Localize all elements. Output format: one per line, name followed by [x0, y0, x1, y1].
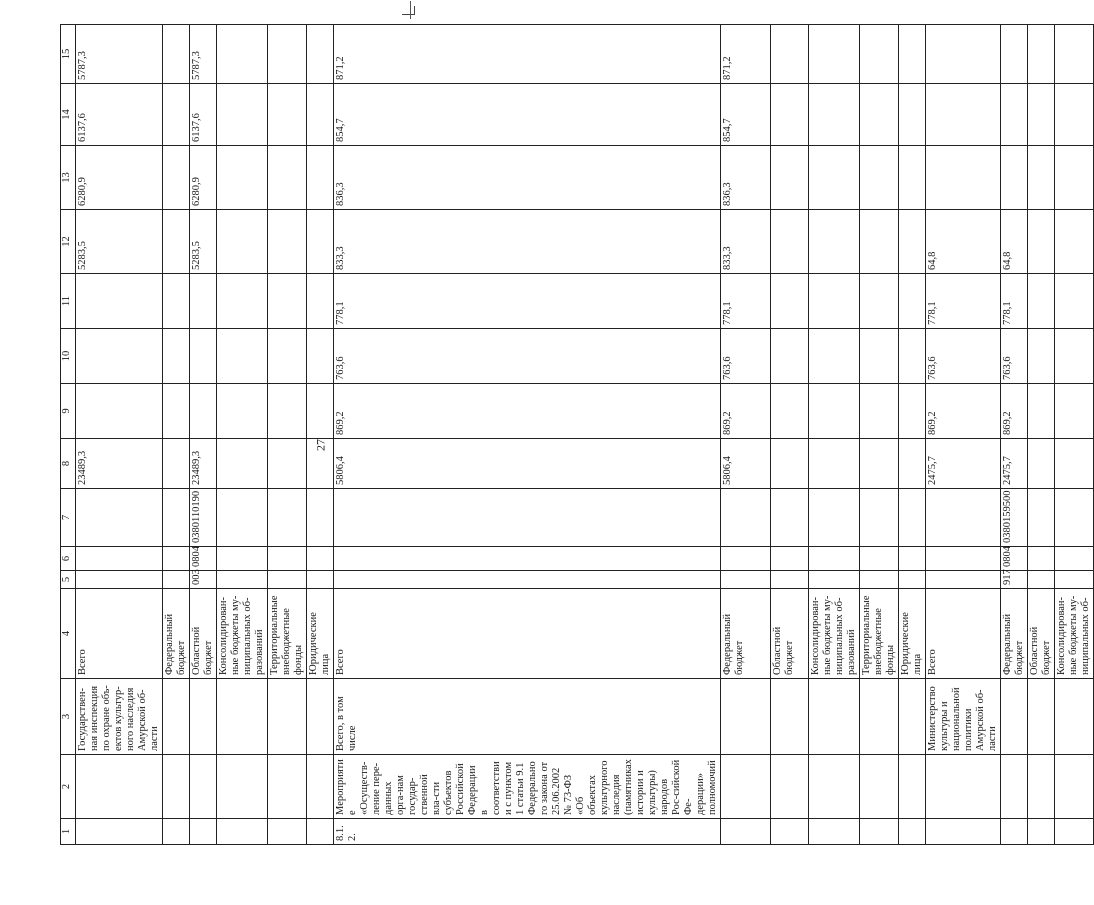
table-cell [76, 547, 163, 571]
table-cell [809, 571, 860, 589]
table-cell: Юридические лица [899, 589, 926, 679]
table-cell [76, 819, 163, 845]
table-cell [1028, 755, 1055, 819]
table-cell [76, 329, 163, 384]
table-cell [899, 755, 926, 819]
table-cell [163, 210, 190, 274]
table-cell: Всего [926, 589, 1001, 679]
table-cell [1028, 819, 1055, 845]
table-cell [1028, 274, 1055, 329]
column-header: 12 [61, 210, 76, 274]
table-cell [771, 571, 809, 589]
table-cell [217, 819, 268, 845]
column-header: 14 [61, 84, 76, 146]
table-cell: 8.1.2. [334, 819, 721, 845]
table-cell [1055, 439, 1094, 489]
table-cell: 5283,5 [190, 210, 217, 274]
table-cell [899, 439, 926, 489]
table-cell: 869,2 [334, 384, 721, 439]
table-cell [307, 547, 334, 571]
table-row [1001, 25, 1028, 845]
table-cell [307, 146, 334, 210]
table-cell [217, 439, 268, 489]
table-row [1028, 25, 1055, 845]
table-cell: 763,6 [334, 329, 721, 384]
table-cell [268, 210, 307, 274]
table-cell: 763,6 [721, 329, 771, 384]
corner-mark [402, 6, 415, 15]
table-cell [771, 384, 809, 439]
page-number: 27 [313, 439, 328, 451]
table-cell [1055, 384, 1094, 439]
table-cell [1028, 84, 1055, 146]
table-body [76, 25, 1094, 845]
column-header: 7 [61, 489, 76, 547]
table-cell [217, 755, 268, 819]
table-cell [809, 439, 860, 489]
table-cell [771, 755, 809, 819]
table-cell: 5806,4 [721, 439, 771, 489]
table-cell [1028, 25, 1055, 84]
table-cell [1055, 274, 1094, 329]
table-cell [163, 274, 190, 329]
table-cell: 64,8 [926, 210, 1001, 274]
column-header: 11 [61, 274, 76, 329]
table-cell [1001, 755, 1028, 819]
table-cell [163, 489, 190, 547]
table-cell [926, 84, 1001, 146]
table-cell [163, 679, 190, 755]
table-cell: 778,1 [334, 274, 721, 329]
table-row [190, 25, 217, 845]
table-cell [76, 755, 163, 819]
table-cell: 5283,5 [76, 210, 163, 274]
table-row [899, 25, 926, 845]
column-header: 4 [61, 589, 76, 679]
table-cell [307, 819, 334, 845]
table-cell [1028, 384, 1055, 439]
table-cell [809, 819, 860, 845]
table-cell [860, 384, 899, 439]
column-header: 5 [61, 571, 76, 589]
table-cell [809, 679, 860, 755]
table-cell [926, 25, 1001, 84]
table-cell [1055, 25, 1094, 84]
table-row [268, 25, 307, 845]
table-cell [721, 819, 771, 845]
table-cell: 778,1 [926, 274, 1001, 329]
column-header: 1 [61, 819, 76, 845]
table-cell [1055, 571, 1094, 589]
table-row [1055, 25, 1094, 845]
table-cell [771, 489, 809, 547]
table-cell [268, 84, 307, 146]
table-cell [163, 755, 190, 819]
table-cell [771, 679, 809, 755]
table-cell [268, 571, 307, 589]
table-cell [1028, 547, 1055, 571]
table-cell [1055, 489, 1094, 547]
column-header: 10 [61, 329, 76, 384]
table-cell [1028, 489, 1055, 547]
table-cell [1055, 146, 1094, 210]
table-cell: 871,2 [721, 25, 771, 84]
table-cell [1028, 146, 1055, 210]
table-cell [268, 439, 307, 489]
table-cell: 23489,3 [190, 439, 217, 489]
table-cell [860, 819, 899, 845]
table-cell [217, 210, 268, 274]
table-cell [217, 84, 268, 146]
table-row [771, 25, 809, 845]
table-cell [860, 25, 899, 84]
table-cell [771, 210, 809, 274]
table-cell [899, 210, 926, 274]
table-cell [899, 679, 926, 755]
table-cell: 003 [190, 571, 217, 589]
table-cell [163, 571, 190, 589]
table-cell [860, 146, 899, 210]
table-cell [926, 571, 1001, 589]
table-cell [217, 571, 268, 589]
table-cell [860, 210, 899, 274]
table-cell: Всего, в том числе [334, 679, 721, 755]
table-cell [190, 384, 217, 439]
table-cell [860, 571, 899, 589]
table-cell [899, 571, 926, 589]
table-cell: Государствен-ная инспекция по охране объ-ектов культур-ного наследия Амурской об-ласти [76, 679, 163, 755]
table-cell [721, 547, 771, 571]
table-cell [190, 274, 217, 329]
table-cell: 5787,3 [76, 25, 163, 84]
table-cell [1001, 84, 1028, 146]
table-row [76, 25, 163, 845]
table-cell [268, 25, 307, 84]
table-cell [899, 329, 926, 384]
table-cell [809, 384, 860, 439]
table-cell [1028, 329, 1055, 384]
table-cell [268, 489, 307, 547]
table-cell [809, 489, 860, 547]
table-row [809, 25, 860, 845]
table-cell [163, 25, 190, 84]
table-cell [163, 384, 190, 439]
table-cell: 836,3 [721, 146, 771, 210]
table-cell: Федеральный бюджет [1001, 589, 1028, 679]
table-cell [860, 84, 899, 146]
table-cell: 854,7 [721, 84, 771, 146]
table-cell [809, 547, 860, 571]
table-cell: 6280,9 [190, 146, 217, 210]
table-cell: Территориальные внебюджетные фонды [860, 589, 899, 679]
table-cell: 833,3 [721, 210, 771, 274]
table-cell [268, 274, 307, 329]
table-cell [926, 146, 1001, 210]
table-cell [307, 274, 334, 329]
table-cell: Областной бюджет [771, 589, 809, 679]
table-cell [76, 384, 163, 439]
table-cell: Областной бюджет [1028, 589, 1055, 679]
table-cell [809, 274, 860, 329]
column-header: 8 [61, 439, 76, 489]
table-cell [1055, 755, 1094, 819]
table-cell: Консолидирован-ные бюджеты му-ниципальных об- [1055, 589, 1094, 679]
table-cell: 833,3 [334, 210, 721, 274]
table-cell: 869,2 [926, 384, 1001, 439]
table-cell [771, 25, 809, 84]
table-cell [899, 274, 926, 329]
table-cell [334, 489, 721, 547]
table-cell [190, 819, 217, 845]
table-cell [1001, 679, 1028, 755]
table-cell: Областной бюджет [190, 589, 217, 679]
table-cell [1028, 571, 1055, 589]
table-cell [307, 755, 334, 819]
table-cell [1055, 329, 1094, 384]
table-cell [190, 755, 217, 819]
table-cell [217, 146, 268, 210]
table-row [926, 25, 1001, 845]
table-cell: 763,6 [1001, 329, 1028, 384]
table-cell [771, 84, 809, 146]
table-cell [163, 547, 190, 571]
table-cell: 2475,7 [926, 439, 1001, 489]
column-header: 13 [61, 146, 76, 210]
budget-table [60, 24, 1094, 845]
table-cell: 871,2 [334, 25, 721, 84]
table-cell [771, 146, 809, 210]
table-cell: 0380110190 [190, 489, 217, 547]
table-cell [268, 146, 307, 210]
table-cell [926, 489, 1001, 547]
table-cell: Федеральный бюджет [721, 589, 771, 679]
table-cell: 869,2 [721, 384, 771, 439]
table-cell [860, 679, 899, 755]
table-cell [307, 384, 334, 439]
table-cell [307, 25, 334, 84]
table-cell: 854,7 [334, 84, 721, 146]
table-row [334, 25, 721, 845]
table-cell [163, 329, 190, 384]
table-cell [334, 571, 721, 589]
table-cell [926, 755, 1001, 819]
table-cell [217, 547, 268, 571]
table-cell [926, 819, 1001, 845]
corner-mark-tick [410, 1, 411, 19]
table-cell: Мероприятие «Осуществ-ление пере-данных орга-нам государ-ственной вла-сти субъектов Российской Федерации в соответствии с пунктом 1 статьи 9.1 Федерального закона от 25.06.2002 № 73-ФЗ «Об объектах культурного наследия (памятниках истории и культуры) народов Рос-сийской Фе-дерации» полномочий [334, 755, 721, 819]
table-cell: 836,3 [334, 146, 721, 210]
table-cell: Всего [334, 589, 721, 679]
table-cell [163, 84, 190, 146]
table-cell [771, 819, 809, 845]
table-cell [899, 25, 926, 84]
table-cell [217, 25, 268, 84]
table-cell [268, 547, 307, 571]
table-cell [860, 439, 899, 489]
table-cell: 2475,7 [1001, 439, 1028, 489]
table-cell [1055, 84, 1094, 146]
table-cell: Территориальные внебюджетные фонды [268, 589, 307, 679]
table-cell [1001, 25, 1028, 84]
table-cell [307, 329, 334, 384]
table-cell [268, 819, 307, 845]
table-cell: Всего [76, 589, 163, 679]
table-cell [860, 547, 899, 571]
table-cell [926, 547, 1001, 571]
table-cell [809, 755, 860, 819]
table-cell [860, 274, 899, 329]
table-cell [268, 329, 307, 384]
table-cell [307, 439, 334, 489]
table-cell: 0804 [1001, 547, 1028, 571]
table-cell: 23489,3 [76, 439, 163, 489]
table-cell [1001, 819, 1028, 845]
table-cell [771, 329, 809, 384]
table-cell [307, 84, 334, 146]
table-cell [860, 329, 899, 384]
table-cell [721, 489, 771, 547]
table-cell [899, 547, 926, 571]
table-cell: 0804 [190, 547, 217, 571]
table-cell [899, 146, 926, 210]
table-row [307, 25, 334, 845]
table-cell [899, 819, 926, 845]
table-cell [899, 489, 926, 547]
header-row [61, 25, 76, 845]
table-cell: Консолидирован-ные бюджеты му-ниципальных об-разований [809, 589, 860, 679]
table-cell [860, 755, 899, 819]
table-cell: 917 [1001, 571, 1028, 589]
table-row [217, 25, 268, 845]
table-cell [809, 25, 860, 84]
table-cell [268, 384, 307, 439]
table-cell [899, 384, 926, 439]
table-cell: 6280,9 [76, 146, 163, 210]
table-cell [268, 755, 307, 819]
table-cell [217, 274, 268, 329]
table-cell: 6137,6 [190, 84, 217, 146]
table-cell [76, 571, 163, 589]
table-cell: 0380159500 [1001, 489, 1028, 547]
table-cell: 5787,3 [190, 25, 217, 84]
table-cell [76, 489, 163, 547]
table-cell: Федеральный бюджет [163, 589, 190, 679]
table-cell [163, 146, 190, 210]
table-cell [809, 210, 860, 274]
table-cell [190, 329, 217, 384]
table-cell: 778,1 [1001, 274, 1028, 329]
table-cell: Консолидирован-ные бюджеты му-ниципальных об-разований [217, 589, 268, 679]
table-cell [307, 210, 334, 274]
table-cell [217, 329, 268, 384]
table-cell [721, 755, 771, 819]
table-cell [1055, 547, 1094, 571]
table-cell [217, 384, 268, 439]
table-cell [307, 679, 334, 755]
table-cell: 5806,4 [334, 439, 721, 489]
table-cell [809, 84, 860, 146]
column-header: 2 [61, 755, 76, 819]
table-cell [217, 679, 268, 755]
table-cell [771, 439, 809, 489]
table-cell [1001, 146, 1028, 210]
table-cell: 763,6 [926, 329, 1001, 384]
table-cell: 6137,6 [76, 84, 163, 146]
column-header: 9 [61, 384, 76, 439]
column-header: 15 [61, 25, 76, 84]
table-cell [1055, 819, 1094, 845]
table-cell: 64,8 [1001, 210, 1028, 274]
column-header: 6 [61, 547, 76, 571]
table-cell: 778,1 [721, 274, 771, 329]
rotated-page [60, 25, 1091, 845]
table-cell [860, 489, 899, 547]
table-cell [899, 84, 926, 146]
table-cell [809, 146, 860, 210]
table-cell [334, 547, 721, 571]
table-row [860, 25, 899, 845]
table-cell [771, 274, 809, 329]
table-cell [771, 547, 809, 571]
table-cell [809, 329, 860, 384]
table-cell [721, 679, 771, 755]
table-cell [76, 274, 163, 329]
table-cell [307, 571, 334, 589]
table-cell [1028, 679, 1055, 755]
table-cell: Юридические лица [307, 589, 334, 679]
table-cell [268, 679, 307, 755]
table-cell [1028, 439, 1055, 489]
table-cell [1055, 679, 1094, 755]
table-cell [217, 489, 268, 547]
table-cell [163, 439, 190, 489]
table-cell [190, 679, 217, 755]
table-row [721, 25, 771, 845]
table-cell [1055, 210, 1094, 274]
table-cell: Министерство культуры и национальной политики Амурской об-ласти [926, 679, 1001, 755]
table-cell: 869,2 [1001, 384, 1028, 439]
table-row [163, 25, 190, 845]
table-cell [1028, 210, 1055, 274]
column-header: 3 [61, 679, 76, 755]
table-cell [163, 819, 190, 845]
table-cell [307, 489, 334, 547]
table-cell [721, 571, 771, 589]
